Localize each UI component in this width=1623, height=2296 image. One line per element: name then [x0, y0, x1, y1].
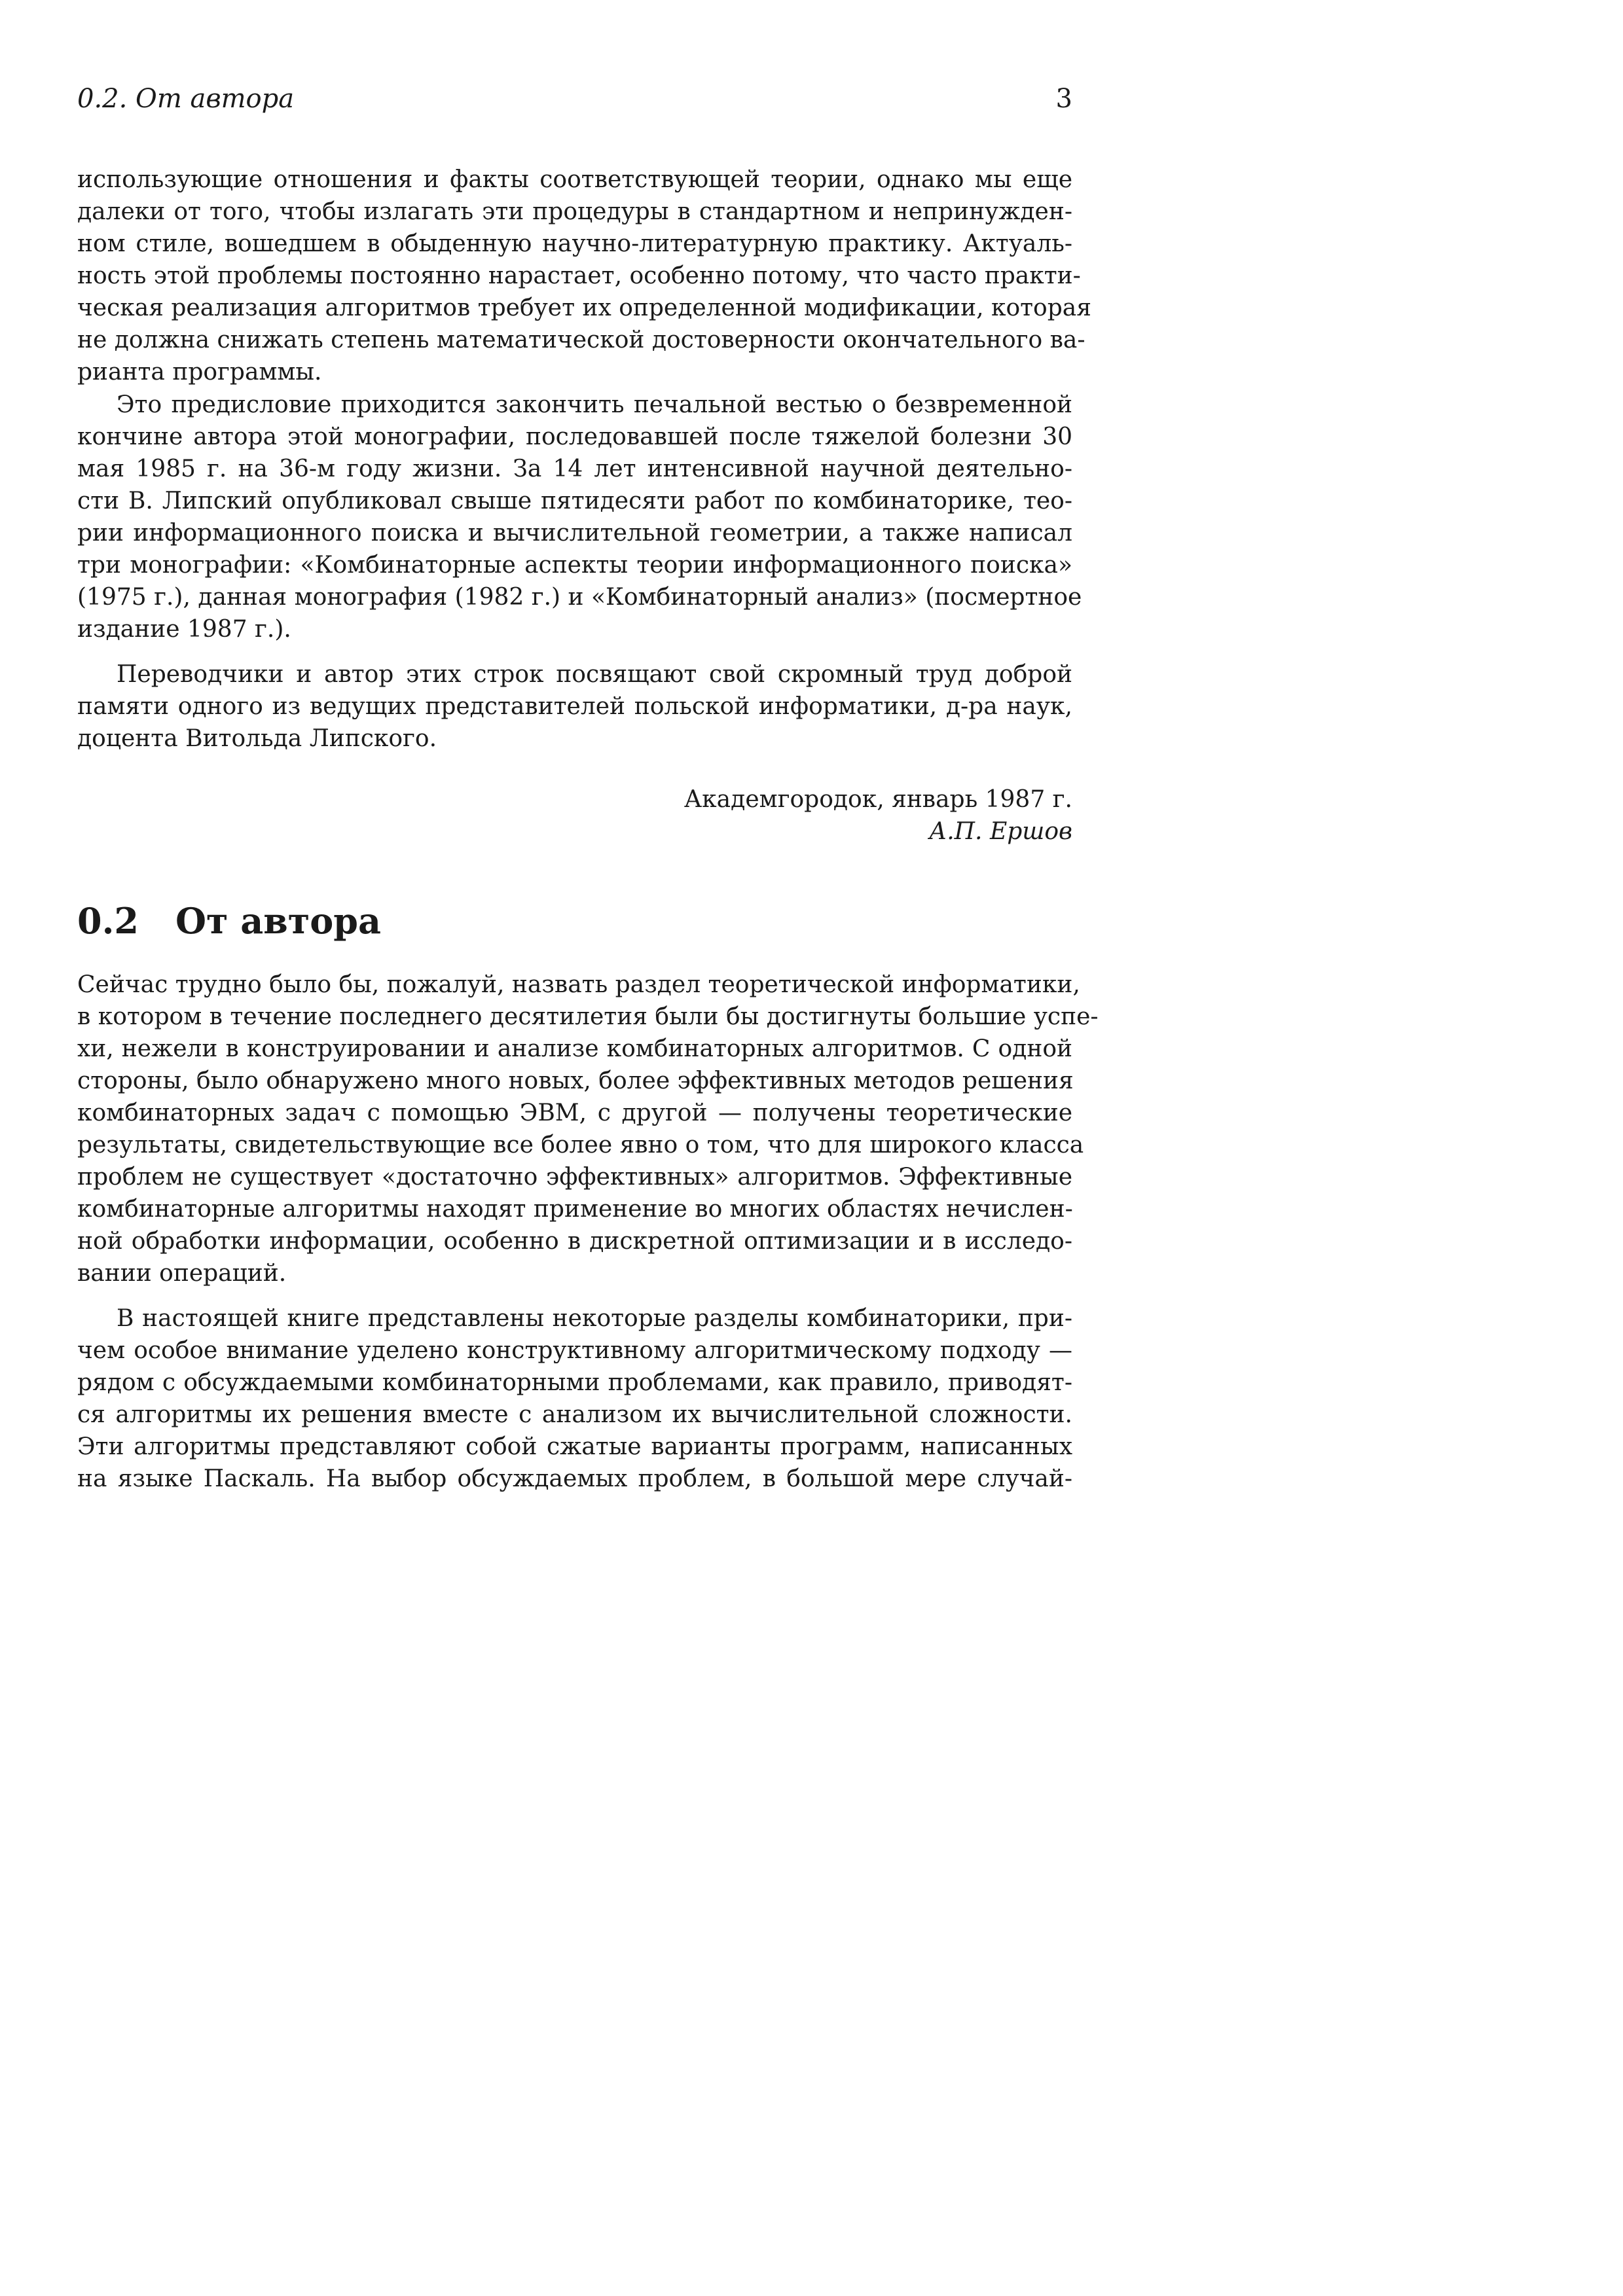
text-line: на языке Паскаль. На выбор обсуждаемых проблем, в большой мере случай-	[77, 1465, 1072, 1492]
text-line: три монографии: «Комбинаторные аспекты теории информационного поиска»	[77, 552, 1072, 579]
paragraph-2	[77, 389, 1082, 645]
text-line: хи, нежели в конструировании и анализе комбинаторных алгоритмов. С одной	[77, 1035, 1072, 1062]
signature-place-date: Академгородок, январь 1987 г.	[684, 786, 1072, 813]
text-line: издание 1987 г.).	[77, 616, 291, 643]
text-line: далеки от того, чтобы излагать эти процедуры в стандартном и непринужден-	[77, 198, 1072, 225]
text-line: комбинаторные алгоритмы находят применение во многих областях нечислен-	[77, 1196, 1073, 1223]
text-line: Эти алгоритмы представляют собой сжатые варианты программ, написанных	[77, 1433, 1072, 1460]
text-line: рии информационного поиска и вычислительной геометрии, а также написал	[77, 520, 1072, 547]
text-line: сти В. Липский опубликовал свыше пятидесяти работ по комбинаторике, тео-	[77, 488, 1072, 514]
section-number: 0.2	[77, 900, 139, 942]
text-line: Это предисловие приходится закончить печальной вестью о безвременной	[117, 391, 1072, 418]
text-line: использующие отношения и факты соответствующей теории, однако мы еще	[77, 166, 1072, 193]
section-title: От автора	[175, 900, 382, 942]
text-line: ном стиле, вошедшем в обыденную научно-литературную практику. Актуаль-	[77, 230, 1072, 257]
text-line: В настоящей книге представлены некоторые разделы комбинаторики, при-	[117, 1305, 1072, 1332]
text-line: доцента Витольда Липского.	[77, 725, 437, 752]
page-number: 3	[1055, 84, 1072, 114]
text-line: рядом с обсуждаемыми комбинаторными проблемами, как правило, приводят-	[77, 1369, 1072, 1396]
text-line: проблем не существует «достаточно эффективных» алгоритмов. Эффективные	[77, 1164, 1072, 1191]
text-line: памяти одного из ведущих представителей польской информатики, д-ра наук,	[77, 693, 1072, 720]
text-line: (1975 г.), данная монография (1982 г.) и «Комбинаторный анализ» (посмертное	[77, 584, 1082, 611]
text-line: результаты, свидетельствующие все более явно о том, что для широкого класса	[77, 1132, 1084, 1158]
running-title: 0.2. От автора	[77, 84, 295, 114]
section-heading	[77, 900, 381, 942]
text-line: не должна снижать степень математической достоверности окончательного ва-	[77, 327, 1085, 353]
text-line: ческая реализация алгоритмов требует их определенной модификации, которая	[77, 295, 1091, 321]
text-line: в котором в течение последнего десятилетия были бы достигнуты большие успе-	[77, 1003, 1099, 1030]
paragraph-5	[77, 1302, 1072, 1495]
paragraph-4	[77, 969, 1099, 1289]
text-line: кончине автора этой монографии, последовавшей после тяжелой болезни 30	[77, 423, 1072, 450]
text-line: чем особое внимание уделено конструктивному алгоритмическому подходу —	[77, 1337, 1072, 1364]
text-line: вании операций.	[77, 1260, 287, 1287]
text-line: комбинаторных задач с помощью ЭВМ, с другой — получены теоретические	[77, 1100, 1072, 1126]
signature-name: А.П. Ершов	[928, 818, 1072, 845]
text-line: стороны, было обнаружено много новых, более эффективных методов решения	[77, 1067, 1074, 1094]
text-line: ной обработки информации, особенно в дискретной оптимизации и в исследо-	[77, 1228, 1072, 1255]
text-line: ся алгоритмы их решения вместе с анализом их вычислительной сложности.	[77, 1401, 1072, 1428]
text-line: рианта программы.	[77, 359, 322, 386]
running-header	[77, 84, 1072, 123]
signature-block	[77, 783, 1072, 848]
text-line: мая 1985 г. на 36-м году жизни. За 14 лет интенсивной научной деятельно-	[77, 456, 1072, 482]
text-line: Переводчики и автор этих строк посвящают свой скромный труд доброй	[117, 661, 1072, 688]
paragraph-3	[77, 658, 1072, 755]
text-line: Сейчас трудно было бы, пожалуй, назвать раздел теоретической информатики,	[77, 971, 1080, 998]
paragraph-1	[77, 164, 1091, 388]
text-line: ность этой проблемы постоянно нарастает, особенно потому, что часто практи-	[77, 262, 1081, 289]
